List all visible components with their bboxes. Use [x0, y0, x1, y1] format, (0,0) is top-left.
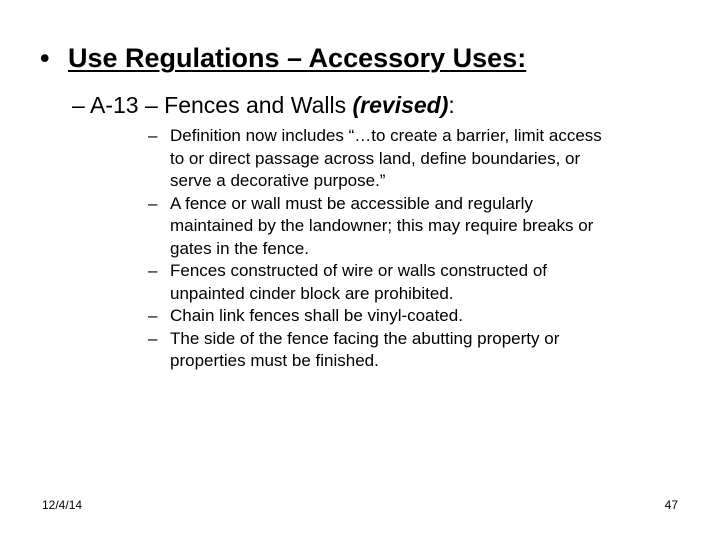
- item-dash: –: [148, 328, 158, 348]
- footer-date: 12/4/14: [42, 498, 83, 512]
- item-dash: –: [148, 126, 158, 145]
- subtitle-text: A-13 – Fences and Walls: [90, 92, 353, 118]
- list-item: [148, 125, 708, 193]
- slide-title: [40, 42, 700, 75]
- title-bullet: •: [40, 43, 50, 73]
- item-dash: –: [148, 306, 158, 325]
- list-item: [148, 260, 708, 305]
- item-line: Fences constructed of wire or walls constructed of: [170, 261, 547, 280]
- item-line: The side of the fence facing the abutting property or: [170, 328, 560, 348]
- list-item: [148, 193, 708, 261]
- item-line: maintained by the landowner; this may require breaks or: [170, 216, 594, 235]
- item-line: properties must be finished.: [170, 351, 379, 370]
- slide-subtitle: [72, 90, 712, 120]
- item-line: Chain link fences shall be vinyl-coated.: [170, 306, 463, 325]
- item-line: Definition now includes “…to create a barrier, limit access: [170, 126, 602, 145]
- item-line: unpainted cinder block are prohibited.: [170, 283, 454, 303]
- list-item: [148, 328, 708, 373]
- item-line: to or direct passage across land, define boundaries, or: [170, 148, 581, 168]
- list-item: [148, 305, 708, 328]
- footer-page-number: 47: [664, 498, 678, 512]
- subtitle-emphasis: (revised): [352, 92, 449, 118]
- subtitle-dash: –: [72, 92, 85, 118]
- title-text: Use Regulations – Accessory Uses:: [68, 43, 527, 73]
- subtitle-suffix: :: [448, 92, 455, 118]
- item-dash: –: [148, 261, 158, 280]
- bullet-list: [148, 125, 708, 373]
- item-line: gates in the fence.: [170, 238, 309, 258]
- item-line: A fence or wall must be accessible and regularly: [170, 193, 533, 213]
- item-line: serve a decorative purpose.”: [170, 171, 386, 190]
- item-dash: –: [148, 193, 158, 213]
